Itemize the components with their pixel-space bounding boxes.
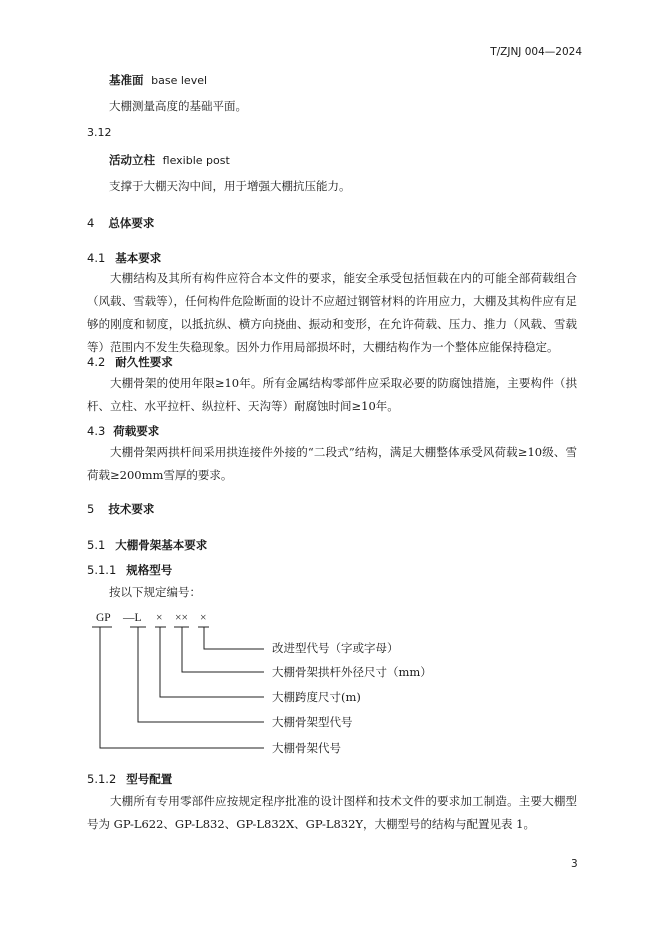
section-heading-5-1: 5.1 大棚骨架基本要求 [87,538,208,552]
code-part-diameter: ×× [175,612,188,624]
code-part-improved: × [200,612,207,624]
paragraph-4-1: 大棚结构及其所有构件应符合本文件的要求，能安全承受包括恒载在内的可能全部荷载组合（风载、雪载等），任何构件危险断面的设计不应超过钢管材料的许用应力，大棚及其构件应有足够的刚度和韧度，以抵抗纵、横方向挠曲、振动和变形，在允许荷载、压力、推力（风载、雪载等）范围内不发生失稳现象。因外力作用局部损坏时，大棚结构作为一个整体应能保持稳定。 [87,271,577,354]
term-definition: 支撑于大棚天沟中间，用于增强大棚抗压能力。 [109,179,351,193]
term-en: base level [151,74,208,87]
section-heading-5: 5 技术要求 [87,502,155,516]
paragraph-5-1-2: 大棚所有专用零部件应按规定程序批准的设计图样和技术文件的要求加工制造。主要大棚型号为 GP-L622、GP-L832、GP-L832X、GP-L832Y，大棚型号的结构与配置见表 1。 [87,794,577,831]
section-heading-5-1-2: 5.1.2 型号配置 [87,772,173,786]
code-label-frame-type: 大棚骨架型代号 [272,715,353,729]
code-label-frame: 大棚骨架代号 [272,741,341,755]
code-label-improved: 改进型代号（字或字母） [272,641,399,655]
code-label-span: 大棚跨度尺寸(m) [272,690,361,704]
term-cn: 基准面 [109,73,144,87]
section-heading-4: 4 总体要求 [87,216,155,230]
term-cn: 活动立柱 [109,153,155,167]
code-part-gp: GP [96,612,111,624]
code-part-l: —L [123,612,142,624]
paragraph-4-3: 大棚骨架两拱杆间采用拱连接件外接的“二段式”结构，满足大棚整体承受风荷载≥10级、雪荷载≥200mm雪厚的要求。 [87,445,577,482]
paragraph-4-2: 大棚骨架的使用年限≥10年。所有金属结构零部件应采取必要的防腐蚀措施，主要构件（拱杆、立柱、水平拉杆、纵拉杆、天沟等）耐腐蚀时间≥10年。 [87,376,577,413]
section-heading-4-3: 4.3 荷载要求 [87,424,160,438]
page-number: 3 [571,858,578,870]
section-heading-5-1-1: 5.1.1 规格型号 [87,563,173,577]
term-definition: 大棚测量高度的基础平面。 [109,99,247,113]
code-label-diameter: 大棚骨架拱杆外径尺寸（mm） [272,665,432,679]
term-en: flexible post [162,154,230,167]
code-part-span: × [156,612,163,624]
section-heading-4-2: 4.2 耐久性要求 [87,355,173,369]
model-code-intro: 按以下规定编号： [109,585,201,599]
standard-code: T/ZJNJ 004—2024 [490,46,582,58]
section-heading-4-1: 4.1 基本要求 [87,251,162,265]
clause-number: 3.12 [87,126,112,139]
